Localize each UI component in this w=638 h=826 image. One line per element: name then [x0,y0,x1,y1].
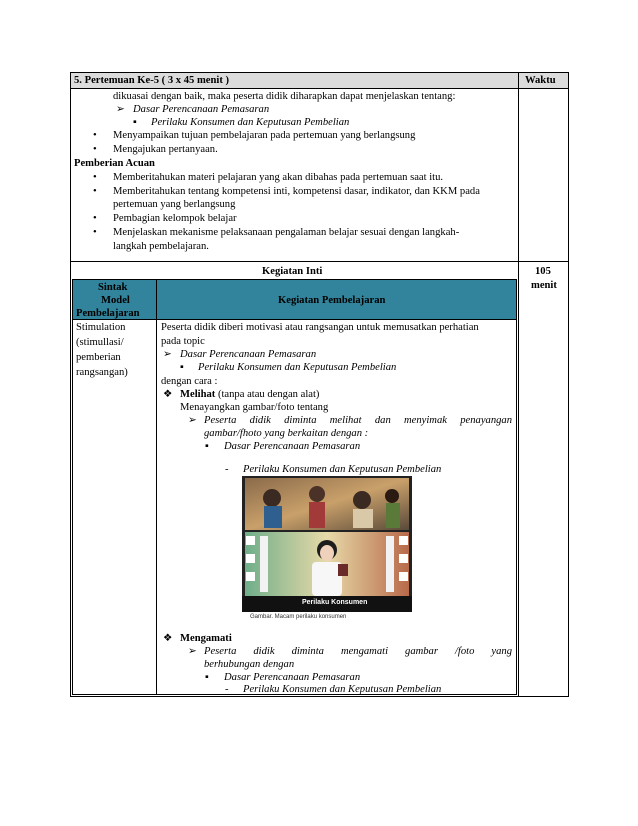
acuan-bullet: Menjelaskan mekanisme pelaksanaan pengalaman belajar sesuai dengan langkah- [113,227,460,238]
square-icon: ▪ [205,441,209,452]
bullet-icon: • [93,172,97,183]
bullet-icon: • [93,144,97,155]
intro-bullet: Mengajukan pertanyaan. [113,144,218,155]
acuan-bullet-cont: pertemuan yang berlangsung [113,199,236,210]
arrow-icon: ➢ [116,104,125,115]
stim-square3: Dasar Perencanaan Pemasaran [224,672,361,683]
arrow2-line2: gambar/fhoto yang berkaitan dengan : [204,428,369,439]
intro-square-item: Perilaku Konsumen dan Keputusan Pembelian [151,117,350,128]
row-divider [70,261,569,262]
stim-dengan: dengan cara : [161,376,218,387]
mengamati-title: Mengamati [180,633,232,644]
stim-label: (stimullasi/ [76,337,124,348]
arrow-icon: ➢ [188,415,197,426]
arrow2-line [204,414,512,427]
stim-square-item: Perilaku Konsumen dan Keputusan Pembelian [198,362,397,373]
diamond-icon: ❖ [163,633,173,644]
word: Peserta [204,415,237,426]
stim-paragraph: pada topic [161,336,205,347]
word: penayangan [460,415,513,426]
table-border [70,72,71,697]
word: gambar [405,646,438,657]
square-icon: ▪ [205,672,209,683]
square-icon: ▪ [133,117,137,128]
acuan-bullet: Memberitahukan tentang kompetensi inti, kompetensi dasar, indikator, dan KKM pada [113,186,480,197]
row-divider [70,88,569,89]
intro-line: dikuasai dengan baik, maka peserta didik diharapkan dapat menjelaskan tentang: [113,91,456,102]
col-model: Model [101,295,130,306]
inner-col-divider [156,279,157,695]
figure-caption: Gambar. Macam perilaku konsumen [250,614,347,620]
stim-square2: Dasar Perencanaan Pemasaran [224,441,361,452]
intro-arrow-item: Dasar Perencanaan Pemasaran [133,104,270,115]
col-kegiatan: Kegiatan Pembelajaran [278,295,386,306]
acuan-bullet: Pembagian kelompok belajar [113,213,237,224]
square-icon: ▪ [180,362,184,373]
stim-paragraph: Peserta didik diberi motivasi atau rangsangan untuk memusatkan perhatian [161,322,479,333]
diamond-icon: ❖ [163,389,173,400]
consumer-photo-art [242,476,412,612]
arrow3-line [204,645,512,658]
consumer-photo [242,476,412,612]
bullet-icon: • [93,130,97,141]
bullet-icon: • [93,186,97,197]
col-pembelajaran: Pembelajaran [76,308,140,319]
time-unit: menit [531,280,557,291]
col-sintak: Sintak [98,282,128,293]
table-border [568,72,569,697]
time-value: 105 [535,266,551,277]
menayangkan: Menayangkan gambar/foto tentang [180,402,329,413]
table-border [70,72,569,73]
acuan-bullet: Memberitahukan materi pelajaran yang akan dibahas pada pertemuan saat itu. [113,172,444,183]
stim-label: rangsangan) [76,367,128,378]
word: Peserta [204,646,237,657]
dash-icon: - [225,684,229,695]
bullet-icon: • [93,213,97,224]
col-divider [518,72,519,697]
stim-dash1: Perilaku Konsumen dan Keputusan Pembelian [243,464,442,475]
word: /foto [454,646,475,657]
melihat-bold: Melihat [180,389,216,400]
word: diminta [284,415,317,426]
word: didik [253,646,275,657]
acuan-bullet-cont: langkah pembelajaran. [113,241,209,252]
meeting-title: 5. Pertemuan Ke-5 ( 3 x 45 menit ) [74,75,230,86]
word: didik [249,415,271,426]
word: melihat [329,415,362,426]
arrow-icon: ➢ [188,646,197,657]
melihat-line [180,388,319,401]
stim-label: Stimulation [76,322,126,333]
inti-title: Kegiatan Inti [262,266,323,277]
inner-border [516,279,517,695]
word: menyimak [404,415,447,426]
acuan-title: Pemberian Acuan [74,158,155,169]
stim-label: pemberian [76,352,121,363]
inner-border [72,279,73,695]
arrow-icon: ➢ [163,349,172,360]
word: yang [491,646,513,657]
table-bottom [70,696,569,697]
arrow3-line2: berhubungan dengan [204,659,295,670]
melihat-rest: (tanpa atau dengan alat) [215,389,320,400]
waktu-header: Waktu [525,75,556,86]
intro-bullet: Menyampaikan tujuan pembelajaran pada pertemuan yang berlangsung [113,130,416,141]
dash-icon: - [225,464,229,475]
word: diminta [291,646,324,657]
inner-border [72,279,517,280]
word: mengamati [340,646,389,657]
photo-caption: Perilaku Konsumen [302,599,368,606]
word: dan [374,415,391,426]
bullet-icon: • [93,227,97,238]
stim-dash2: Perilaku Konsumen dan Keputusan Pembelian [243,684,442,695]
stim-arrow-item: Dasar Perencanaan Pemasaran [180,349,317,360]
